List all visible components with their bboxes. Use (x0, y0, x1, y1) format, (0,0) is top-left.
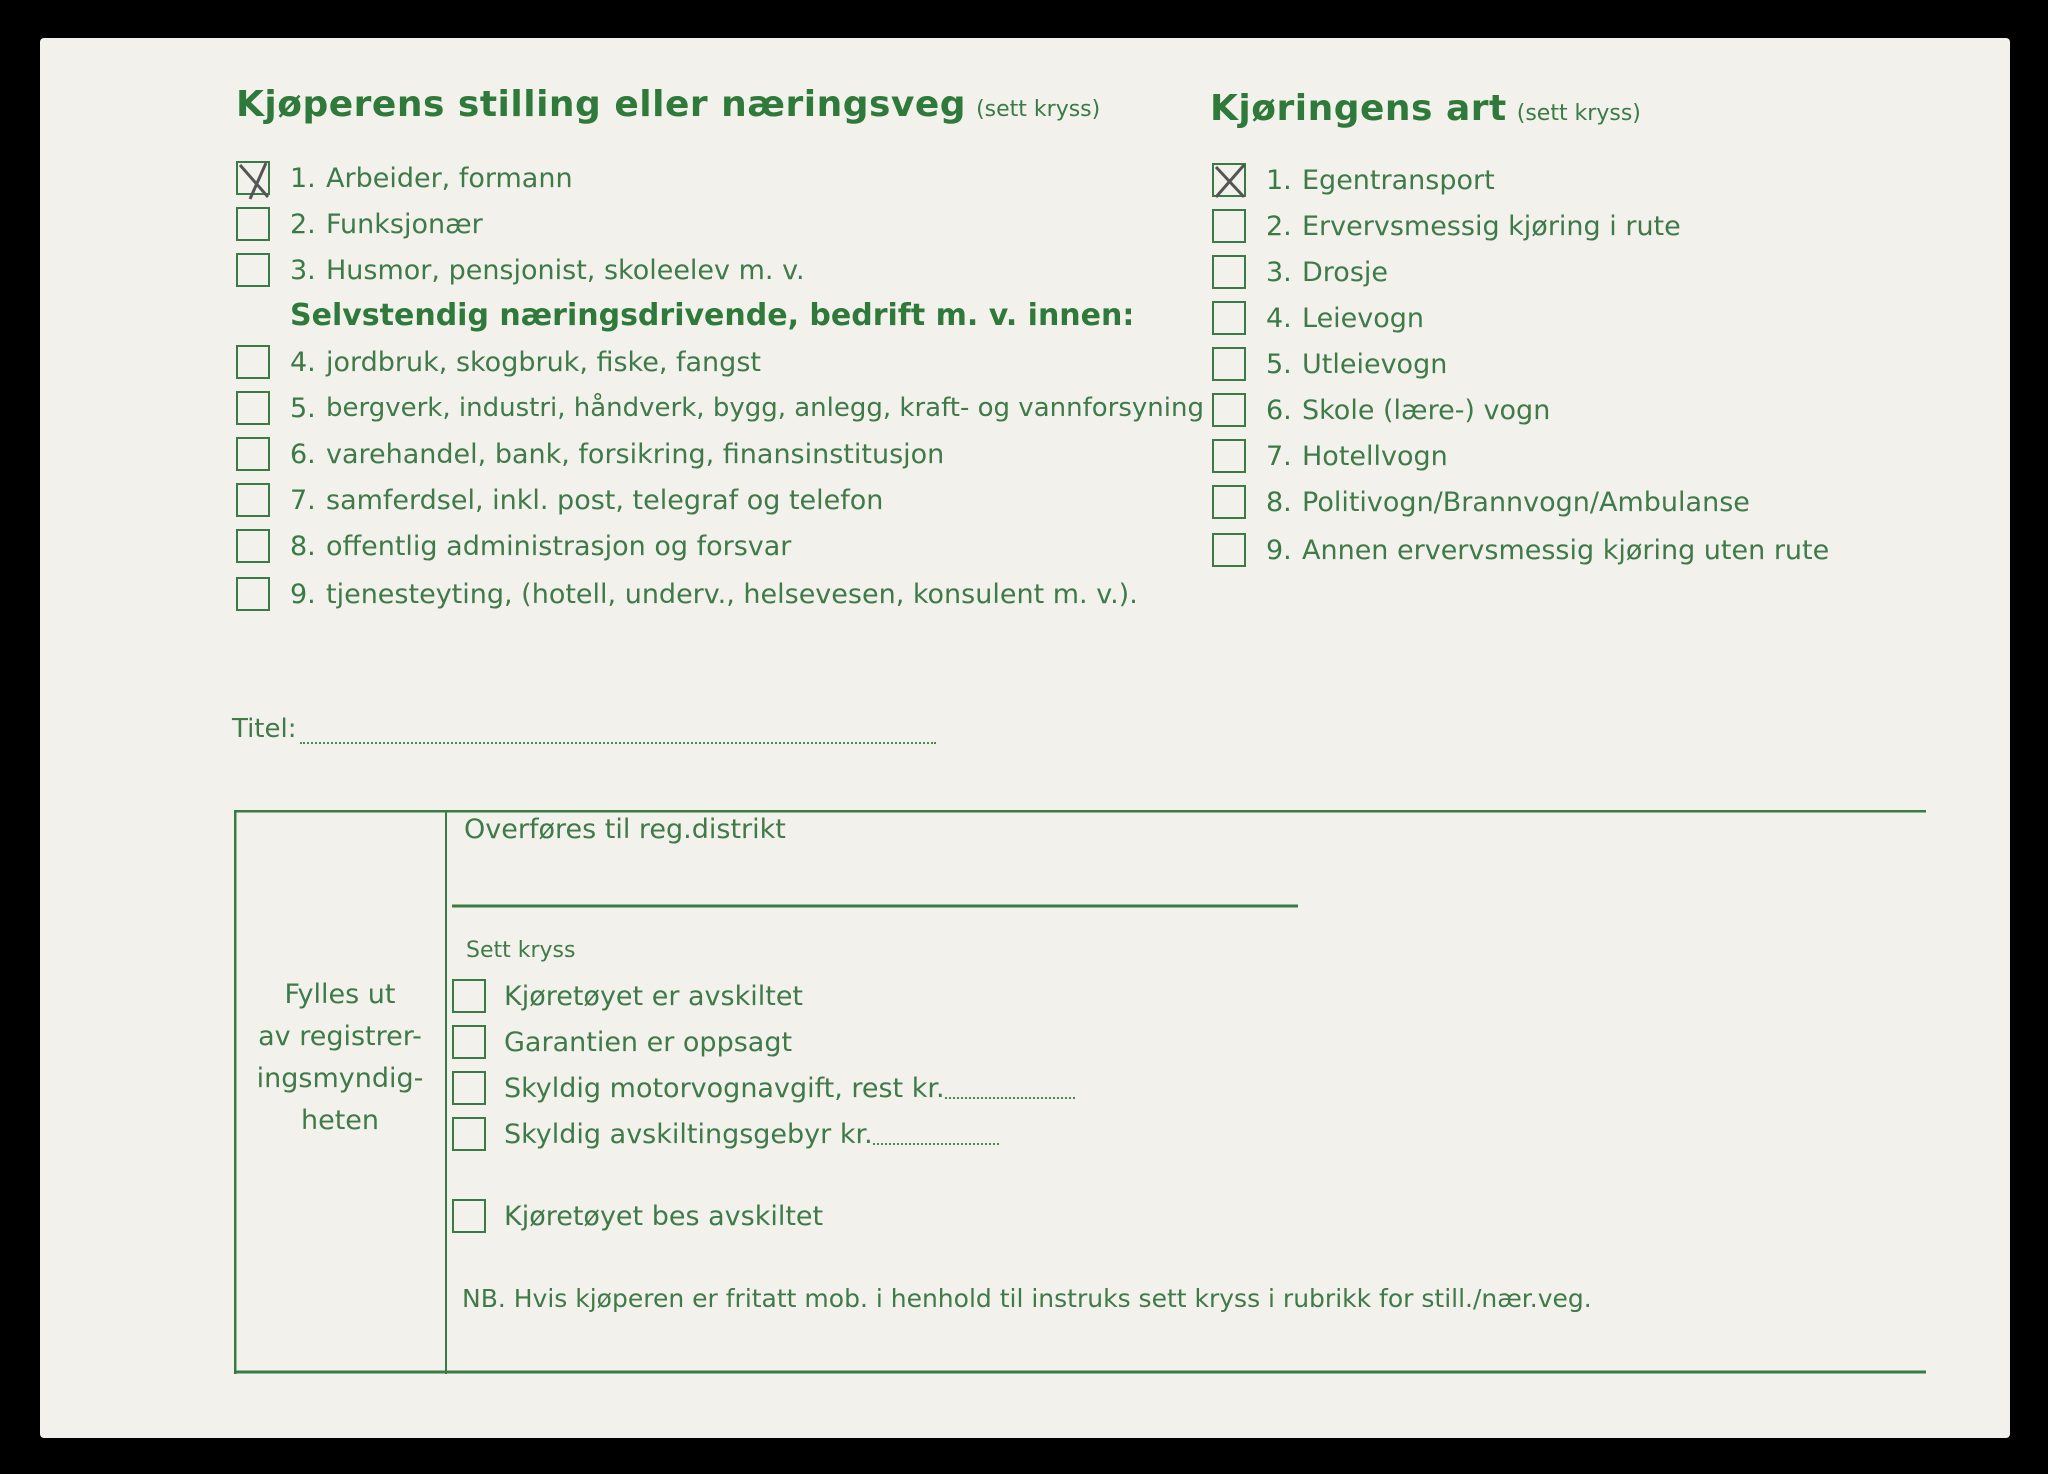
registry-check-3[interactable] (452, 1068, 1075, 1108)
caption-line: ingsmyndig- (256, 1063, 424, 1094)
option-number: 9. (1266, 534, 1292, 566)
option-label: varehandel, bank, forsikring, finansinstitusjon (326, 438, 945, 470)
occupation-checkbox-1[interactable] (236, 161, 270, 195)
self-employed-subheading: Selvstendig næringsdrivende, bedrift m. v. innen: (290, 298, 1135, 333)
occupation-option-5[interactable] (236, 388, 1204, 428)
option-number: 1. (1266, 164, 1292, 196)
driving-option-1[interactable] (1212, 160, 1495, 200)
option-number: 3. (290, 254, 316, 286)
registry-checkbox-extra[interactable] (452, 1199, 486, 1233)
option-number: 9. (290, 578, 316, 610)
occupation-checkbox-5[interactable] (236, 391, 270, 425)
option-number: 6. (1266, 394, 1292, 426)
option-number: 5. (290, 392, 316, 424)
driving-checkbox-2[interactable] (1212, 209, 1246, 243)
occupation-option-3[interactable] (236, 250, 805, 290)
occupation-option-4[interactable] (236, 342, 761, 382)
driving-checkbox-7[interactable] (1212, 439, 1246, 473)
registry-checkbox-4[interactable] (452, 1117, 486, 1151)
option-label: offentlig administrasjon og forsvar (326, 530, 792, 562)
check-label: Skyldig avskiltingsgebyr kr. (504, 1118, 873, 1150)
cross-mark-icon (1212, 159, 1252, 203)
occupation-option-1[interactable] (236, 158, 573, 198)
occupation-checkbox-9[interactable] (236, 577, 270, 611)
caption-line: av registrer- (258, 1021, 422, 1052)
check-label: Skyldig motorvognavgift, rest kr. (504, 1072, 945, 1104)
nb-note: NB. Hvis kjøperen er fritatt mob. i henhold til instruks sett kryss i rubrikk for still./nær.veg. (462, 1284, 1592, 1313)
option-label: Husmor, pensjonist, skoleelev m. v. (326, 254, 805, 286)
option-label: Ervervsmessig kjøring i rute (1302, 210, 1681, 242)
option-label: Funksjonær (326, 208, 483, 240)
occupation-checkbox-8[interactable] (236, 529, 270, 563)
option-number: 8. (290, 530, 316, 562)
driving-option-4[interactable] (1212, 298, 1424, 338)
option-number: 4. (1266, 302, 1292, 334)
option-label: Politivogn/Brannvogn/Ambulanse (1302, 486, 1750, 518)
option-label: Skole (lære-) vogn (1302, 394, 1551, 426)
caption-line: heten (300, 1105, 380, 1136)
registry-check-4[interactable] (452, 1114, 999, 1154)
option-number: 4. (290, 346, 316, 378)
titel-label: Titel: (232, 714, 297, 744)
occupation-checkbox-7[interactable] (236, 483, 270, 517)
option-label: Leievogn (1302, 302, 1425, 334)
right-section-title (1210, 88, 1641, 129)
registry-check-2[interactable] (452, 1022, 792, 1062)
option-label: Arbeider, formann (326, 162, 573, 194)
right-title-text: Kjøringens art (1210, 88, 1507, 129)
driving-option-6[interactable] (1212, 390, 1550, 430)
option-label: bergverk, industri, håndverk, bygg, anlegg, kraft- og vannforsyning (326, 393, 1204, 423)
check-label: Kjøretøyet er avskiltet (504, 980, 804, 1012)
motorvognavgift-amount-line[interactable] (945, 1077, 1075, 1099)
occupation-checkbox-2[interactable] (236, 207, 270, 241)
occupation-option-8[interactable] (236, 526, 791, 566)
registry-checkbox-1[interactable] (452, 979, 486, 1013)
option-number: 7. (1266, 440, 1292, 472)
occupation-checkbox-3[interactable] (236, 253, 270, 287)
driving-checkbox-6[interactable] (1212, 393, 1246, 427)
option-label: Egentransport (1302, 164, 1495, 196)
option-number: 7. (290, 484, 316, 516)
occupation-checkbox-4[interactable] (236, 345, 270, 379)
option-number: 2. (1266, 210, 1292, 242)
occupation-checkbox-6[interactable] (236, 437, 270, 471)
driving-checkbox-5[interactable] (1212, 347, 1246, 381)
driving-checkbox-3[interactable] (1212, 255, 1246, 289)
occupation-option-6[interactable] (236, 434, 944, 474)
check-label: Kjøretøyet bes avskiltet (504, 1200, 824, 1232)
option-number: 2. (290, 208, 316, 240)
driving-checkbox-1[interactable] (1212, 163, 1246, 197)
sett-kryss-label: Sett kryss (466, 938, 576, 963)
option-number: 3. (1266, 256, 1292, 288)
registry-check-extra[interactable] (452, 1196, 823, 1236)
avskiltingsgebyr-amount-line[interactable] (873, 1123, 999, 1145)
option-label: Annen ervervsmessig kjøring uten rute (1302, 534, 1830, 566)
option-label: tjenesteyting, (hotell, underv., helsevesen, konsulent m. v.). (326, 578, 1138, 610)
titel-field[interactable] (232, 714, 936, 744)
titel-input-line[interactable] (300, 722, 936, 744)
driving-option-7[interactable] (1212, 436, 1448, 476)
option-label: Utleievogn (1302, 348, 1448, 380)
cross-mark-icon (236, 157, 276, 201)
occupation-option-9[interactable] (236, 574, 1138, 614)
option-label: jordbruk, skogbruk, fiske, fangst (326, 346, 761, 378)
left-title-note: (sett kryss) (976, 97, 1101, 122)
left-title-text: Kjøperens stilling eller næringsveg (236, 84, 967, 125)
caption-line: Fylles ut (284, 979, 396, 1010)
registry-check-1[interactable] (452, 976, 803, 1016)
option-number: 6. (290, 438, 316, 470)
option-label: Hotellvogn (1302, 440, 1448, 472)
driving-option-5[interactable] (1212, 344, 1447, 384)
registry-checkbox-3[interactable] (452, 1071, 486, 1105)
option-label: samferdsel, inkl. post, telegraf og telefon (326, 484, 884, 516)
registry-checkbox-2[interactable] (452, 1025, 486, 1059)
check-label: Garantien er oppsagt (504, 1026, 793, 1058)
driving-option-8[interactable] (1212, 482, 1750, 522)
option-number: 5. (1266, 348, 1292, 380)
option-number: 1. (290, 162, 316, 194)
option-label: Drosje (1302, 256, 1388, 288)
driving-checkbox-8[interactable] (1212, 485, 1246, 519)
registry-caption (234, 974, 446, 1142)
occupation-option-7[interactable] (236, 480, 883, 520)
driving-option-3[interactable] (1212, 252, 1388, 292)
option-number: 8. (1266, 486, 1292, 518)
right-title-note: (sett kryss) (1516, 101, 1641, 126)
transfer-label: Overføres til reg.distrikt (464, 814, 786, 845)
occupation-option-2[interactable] (236, 204, 483, 244)
driving-option-9[interactable] (1212, 530, 1829, 570)
driving-option-2[interactable] (1212, 206, 1681, 246)
driving-checkbox-9[interactable] (1212, 533, 1246, 567)
driving-checkbox-4[interactable] (1212, 301, 1246, 335)
left-section-title (236, 84, 1100, 125)
